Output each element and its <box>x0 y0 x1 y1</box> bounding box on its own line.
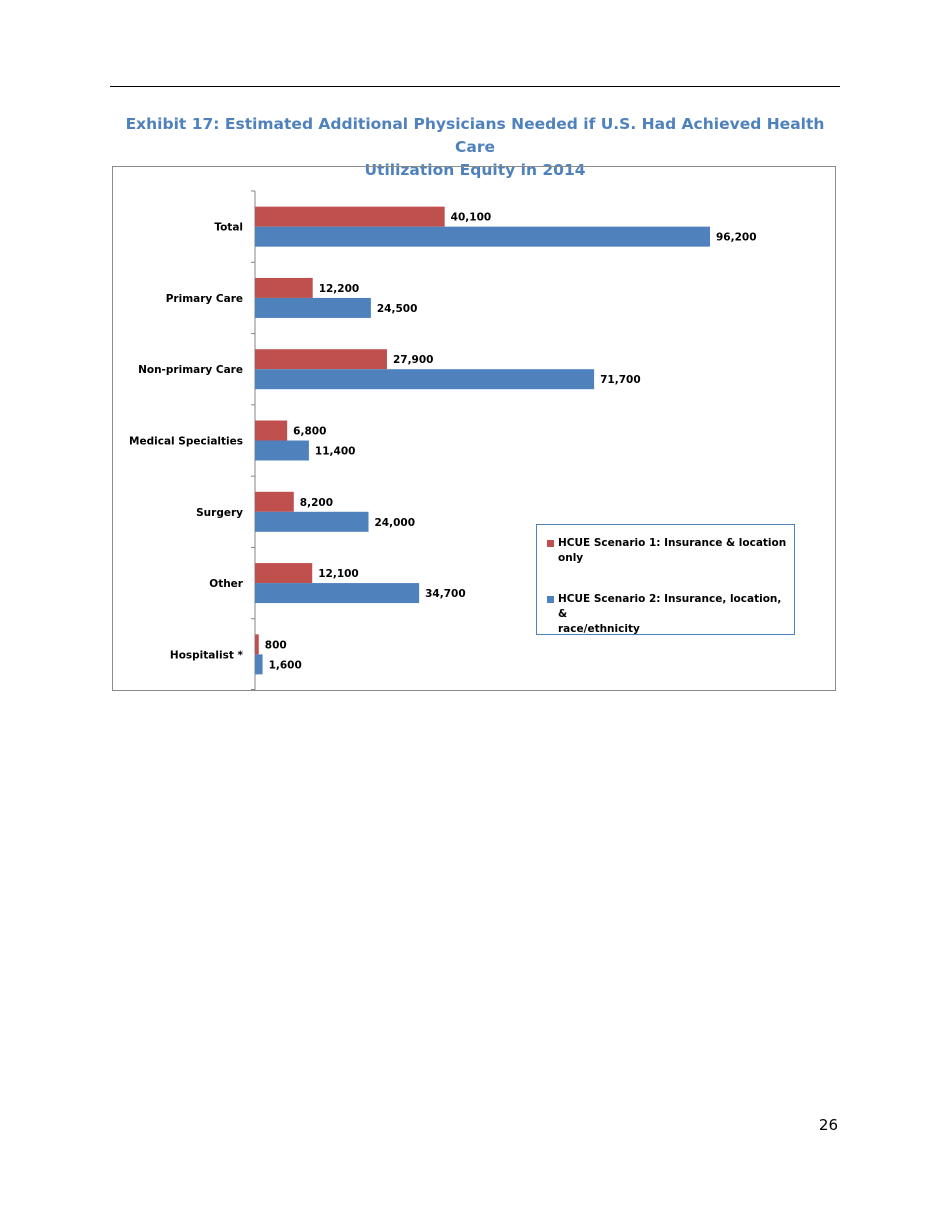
exhibit-title-line-1: Exhibit 17: Estimated Additional Physicians Needed if U.S. Had Achieved Health Care <box>125 115 825 156</box>
legend-label-scenario-2-line-1: HCUE Scenario 2: Insurance, location, & <box>558 593 782 620</box>
value-label-scenario-2-hospitalist: 1,600 <box>268 659 302 672</box>
bar-scenario-2-primary-care <box>255 298 371 318</box>
bar-scenario-2-other <box>255 583 419 603</box>
bar-scenario-1-total <box>255 207 445 227</box>
category-label-total: Total <box>214 221 243 234</box>
chart-legend <box>536 524 795 635</box>
bar-scenario-2-total <box>255 227 710 247</box>
bar-scenario-2-hospitalist <box>255 654 263 674</box>
value-label-scenario-1-non-primary-care: 27,900 <box>392 354 434 367</box>
value-label-scenario-2-medical-specialties: 11,400 <box>314 445 356 458</box>
value-label-scenario-1-surgery: 8,200 <box>299 496 334 509</box>
bar-scenario-1-non-primary-care <box>255 349 387 369</box>
value-label-scenario-2-surgery: 24,000 <box>374 516 416 529</box>
value-label-scenario-1-total: 40,100 <box>450 211 492 224</box>
value-label-scenario-2-total: 96,200 <box>716 231 757 244</box>
bar-scenario-1-hospitalist <box>255 634 259 654</box>
value-label-scenario-2-non-primary-care: 71,700 <box>600 374 641 387</box>
bar-scenario-1-primary-care <box>255 278 313 298</box>
bar-scenario-1-surgery <box>255 492 294 512</box>
category-label-medical-specialties: Medical Specialties <box>129 435 243 448</box>
legend-swatch-scenario-1 <box>547 540 554 547</box>
bar-scenario-2-non-primary-care <box>255 369 594 389</box>
bar-scenario-1-other <box>255 563 312 583</box>
value-label-scenario-2-primary-care: 24,500 <box>376 302 418 315</box>
bar-scenario-1-medical-specialties <box>255 421 287 441</box>
bar-scenario-2-surgery <box>255 512 369 532</box>
category-label-surgery: Surgery <box>196 506 243 519</box>
value-label-scenario-1-primary-care: 12,200 <box>318 282 360 295</box>
legend-item-scenario-2 <box>547 592 792 637</box>
legend-swatch-scenario-2 <box>547 596 554 603</box>
value-label-scenario-1-medical-specialties: 6,800 <box>293 425 327 438</box>
category-label-hospitalist: Hospitalist * <box>169 649 243 662</box>
category-label-primary-care: Primary Care <box>165 292 243 305</box>
value-label-scenario-1-hospitalist: 800 <box>264 639 287 652</box>
legend-label-scenario-2-line-2: race/ethnicity <box>558 623 640 635</box>
legend-item-scenario-1 <box>547 536 792 566</box>
page-number: 26 <box>818 1116 838 1134</box>
category-label-non-primary-care: Non-primary Care <box>138 364 243 377</box>
legend-label-scenario-1: HCUE Scenario 1: Insurance & location only <box>558 537 787 564</box>
exhibit-title-line-2: Utilization Equity in 2014 <box>364 161 586 179</box>
bar-scenario-2-medical-specialties <box>255 441 309 461</box>
value-label-scenario-1-other: 12,100 <box>318 568 359 581</box>
value-label-scenario-2-other: 34,700 <box>425 588 466 601</box>
category-label-other: Other <box>209 578 243 591</box>
chart-frame <box>112 166 836 691</box>
header-rule <box>110 86 840 87</box>
